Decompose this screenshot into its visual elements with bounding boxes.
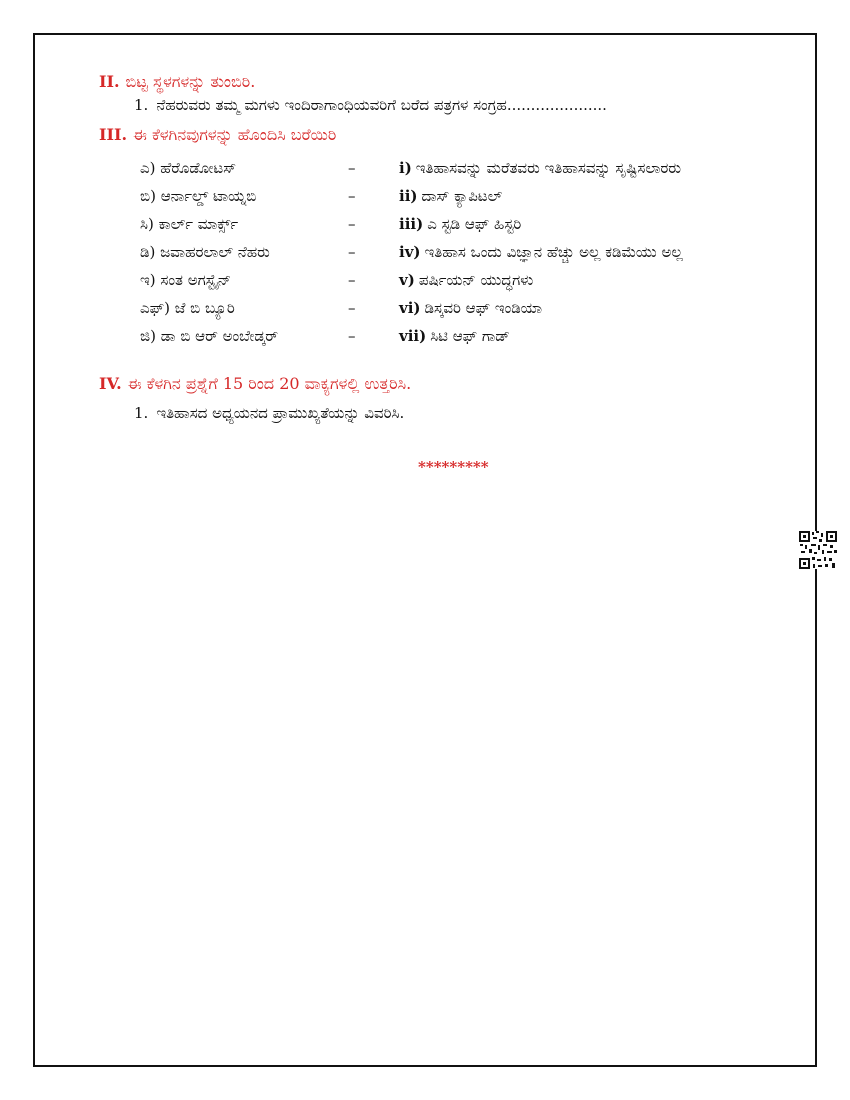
match-right [399, 215, 521, 233]
match-right [399, 299, 542, 317]
match-row [0, 159, 850, 183]
match-row [0, 327, 850, 351]
question-number: 1. [134, 96, 149, 114]
section-iii-title: ಈ ಕೆಳಗಿನವುಗಳನ್ನು ಹೊಂದಿಸಿ ಬರೆಯಿರಿ [133, 125, 337, 144]
match-right-text: ಪರ್ಷಿಯನ್ ಯುದ್ಧಗಳು [418, 271, 534, 289]
section-iv-heading [99, 374, 411, 394]
match-right-text: ಡಿಸ್ಕವರಿ ಆಫ್ ಇಂಡಿಯಾ [424, 299, 543, 317]
match-dash: – [348, 299, 356, 317]
section-iv-title: ಈ ಕೆಳಗಿನ ಪ್ರಶ್ನೆಗೆ 15 ರಿಂದ 20 ವಾಕ್ಯಗಳಲ್ಲಿ ಉತ್ತರಿಸಿ. [127, 374, 412, 393]
end-marker: ********* [418, 458, 489, 476]
match-left: ಬಿ) ಆರ್ನಾಲ್ಡ್ ಟಾಯ್ನಬಿ [140, 187, 257, 205]
question-number: 1. [134, 404, 149, 422]
match-right-text: ಎ ಸ್ಟಡಿ ಆಫ್ ಹಿಸ್ಟರಿ [427, 215, 522, 233]
match-right-number: vii) [399, 327, 427, 345]
match-left: ಡಿ) ಜವಾಹರಲಾಲ್ ನೆಹರು [140, 243, 270, 261]
match-right-number: vi) [399, 299, 421, 317]
question-text: ಇತಿಹಾಸದ ಅಧ್ಯಯನದ ಪ್ರಾಮುಖ್ಯತೆಯನ್ನು ವಿವರಿಸಿ. [156, 404, 405, 422]
match-dash: – [348, 271, 356, 289]
section-iv-question-1 [134, 404, 404, 422]
section-ii-heading [99, 72, 255, 92]
match-right-text: ಇತಿಹಾಸವನ್ನು ಮರೆತವರು ಇತಿಹಾಸವನ್ನು ಸೃಷ್ಟಿಸಲಾರರು [415, 159, 682, 177]
section-iv-number: IV. [99, 374, 122, 393]
section-ii-title: ಬಿಟ್ಟ ಸ್ಥಳಗಳನ್ನು ತುಂಬಿರಿ. [125, 72, 256, 91]
match-left: ಇ) ಸಂತ ಅಗಸ್ಟೈನ್ [140, 271, 232, 289]
match-dash: – [348, 187, 356, 205]
match-row [0, 271, 850, 295]
match-right [399, 327, 510, 345]
match-right-number: iii) [399, 215, 424, 233]
match-dash: – [348, 243, 356, 261]
section-iii-number: III. [99, 125, 128, 144]
section-iii-heading [99, 125, 336, 145]
match-right [399, 243, 683, 261]
match-row [0, 243, 850, 267]
match-left: ಎ) ಹೆರೊಡೋಟಸ್ [140, 159, 237, 177]
match-right-text: ಇತಿಹಾಸ ಒಂದು ವಿಜ್ಞಾನ ಹೆಚ್ಚು ಅಲ್ಲ ಕಡಿಮೆಯು ಅಲ್ಲ [424, 243, 683, 261]
match-right [399, 271, 533, 289]
match-left: ಸಿ) ಕಾರ್ಲ್ ಮಾರ್ಕ್ಸ್ [140, 215, 239, 233]
match-right-number: ii) [399, 187, 418, 205]
match-dash: – [348, 159, 356, 177]
question-text: ನೆಹರುವರು ತಮ್ಮ ಮಗಳು ಇಂದಿರಾಗಾಂಧಿಯವರಿಗೆ ಬರೆದ ಪತ್ರಗಳ ಸಂಗ್ರಹ..................... [156, 96, 607, 114]
match-row [0, 215, 850, 239]
match-left: ಎಫ್) ಜೆ ಬಿ ಬ್ಯೂರಿ [140, 299, 235, 317]
match-dash: – [348, 327, 356, 345]
match-right-text: ಸಿಟಿ ಆಫ್ ಗಾಡ್ [430, 327, 510, 345]
match-left: ಜಿ) ಡಾ ಬಿ ಆರ್ ಅಂಬೇಡ್ಕರ್ [140, 327, 279, 345]
match-right-number: v) [399, 271, 415, 289]
section-ii-question-1 [134, 96, 607, 114]
match-right-text: ದಾಸ್ ಕ್ಯಾಪಿಟಲ್ [421, 187, 503, 205]
match-right-number: i) [399, 159, 412, 177]
match-right [399, 187, 502, 205]
match-row [0, 187, 850, 211]
qr-code-icon [799, 531, 837, 569]
match-dash: – [348, 215, 356, 233]
match-right [399, 159, 681, 177]
match-right-number: iv) [399, 243, 421, 261]
section-ii-number: II. [99, 72, 120, 91]
match-row [0, 299, 850, 323]
